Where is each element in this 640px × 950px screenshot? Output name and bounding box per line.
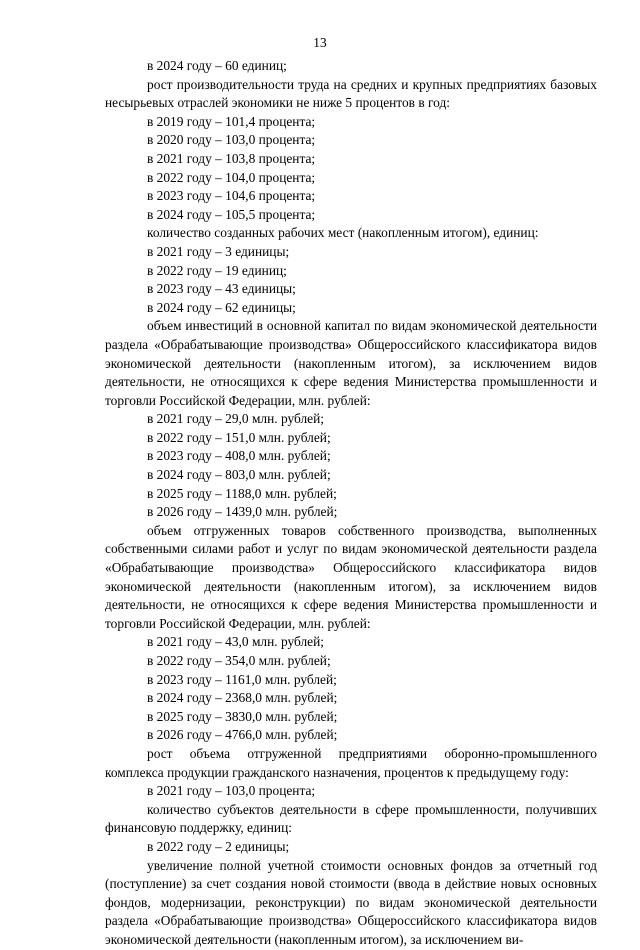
paragraph: рост объема отгруженной предприятиями оборонно-промышленного комплекса продукции гражданского назначения, процентов к предыдущему году: [105, 745, 597, 780]
list-item: в 2024 году – 60 единиц; [147, 58, 287, 73]
list-item: в 2021 году – 3 единицы; [147, 243, 290, 259]
list-item: в 2022 году – 151,0 млн. рублей; [147, 429, 331, 445]
page-body [105, 57, 597, 950]
paragraph: рост производительности труда на средних и крупных предприятиях базовых несырьевых отраслей экономики не ниже 5 процентов в год: [105, 76, 597, 111]
list-item: в 2024 году – 105,5 процента; [147, 206, 316, 222]
list-item: в 2026 году – 4766,0 млн. рублей; [147, 727, 338, 743]
list-item: в 2026 году – 1439,0 млн. рублей; [147, 504, 338, 520]
paragraph: объем инвестиций в основной капитал по видам экономической деятельности раздела «Обрабатывающие производства» Общероссийского классификатора видов экономической деятельности (накопленным итогом), за исключением видов деятельности, не относящихся к сфере ведения Министерства промышленности и торговли Российской Федерации, млн. рублей: [105, 318, 597, 408]
list-item: в 2021 году – 29,0 млн. рублей; [147, 411, 324, 427]
list-item: в 2024 году – 803,0 млн. рублей; [147, 467, 331, 483]
list-item: в 2025 году – 3830,0 млн. рублей; [147, 708, 338, 724]
list-item: в 2024 году – 2368,0 млн. рублей; [147, 690, 338, 706]
list-item: в 2021 году – 43,0 млн. рублей; [147, 634, 324, 650]
paragraph: объем отгруженных товаров собственного производства, выполненных собственными силами работ и услуг по видам экономической деятельности раздела «Обрабатывающие производства» Общероссийского классификатора видов экономической деятельности (накопленным итогом), за исключением видов деятельности, не относящихся к сфере ведения Министерства промышленности и торговли Российской Федерации, млн. рублей: [105, 522, 597, 631]
paragraph: количество субъектов деятельности в сфере промышленности, получивших финансовую поддержку, единиц: [105, 801, 597, 836]
list-item: в 2019 году – 101,4 процента; [147, 113, 316, 129]
list-item: в 2023 году – 408,0 млн. рублей; [147, 448, 331, 464]
list-item: в 2023 году – 104,6 процента; [147, 188, 316, 204]
list-item: в 2024 году – 62 единицы; [147, 299, 296, 315]
list-item: в 2022 году – 104,0 процента; [147, 169, 316, 185]
list-item: в 2022 году – 2 единицы; [147, 838, 290, 854]
list-item: в 2022 году – 19 единиц; [147, 262, 287, 278]
page-number: 13 [313, 35, 327, 50]
list-item: в 2021 году – 103,0 процента; [147, 783, 316, 799]
list-item: в 2022 году – 354,0 млн. рублей; [147, 653, 331, 668]
list-item: в 2020 году – 103,0 процента; [147, 132, 316, 148]
list-item: в 2023 году – 43 единицы; [147, 281, 296, 297]
paragraph: количество созданных рабочих мест (накопленным итогом), единиц: [147, 225, 539, 241]
list-item: в 2021 году – 103,8 процента; [147, 150, 316, 166]
list-item: в 2023 году – 1161,0 млн. рублей; [147, 671, 337, 687]
list-item: в 2025 году – 1188,0 млн. рублей; [147, 485, 337, 501]
paragraph: увеличение полной учетной стоимости основных фондов за отчетный год (поступление) за счет создания новой стоимости (ввода в действие новых основных фондов, модернизации, реконструкции) по видам экономической деятельности раздела «Обрабатывающие производства» Общероссийского классификатора видов экономической деятельности (накопленным итогом), за исключением ви- [105, 857, 597, 947]
